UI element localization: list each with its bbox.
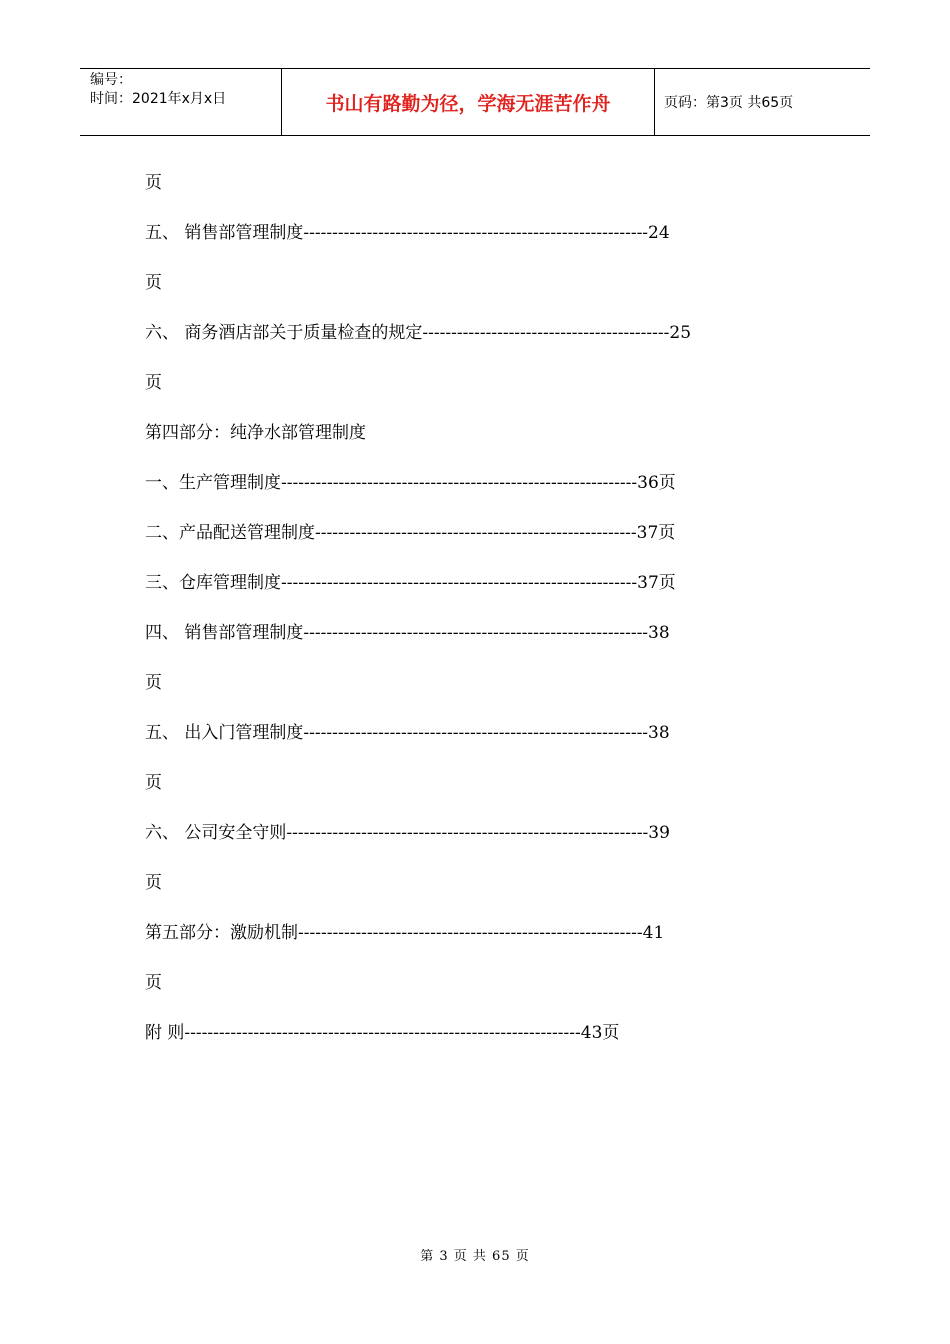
toc-line: 页 (145, 273, 162, 293)
header-table (80, 68, 870, 136)
toc-line: 页 (145, 173, 162, 193)
toc-line: 六、 商务酒店部关于质量检查的规定-------------------------------------------25 (145, 323, 692, 343)
toc-line: 四、 销售部管理制度------------------------------------------------------------38 (145, 623, 670, 643)
toc-line: 六、 公司安全守则---------------------------------------------------------------39 (145, 823, 670, 843)
toc-line: 页 (145, 373, 162, 393)
toc-line: 页 (145, 673, 162, 693)
toc-line: 三、仓库管理制度--------------------------------------------------------------37页 (145, 573, 676, 593)
toc-line: 一、生产管理制度--------------------------------------------------------------36页 (145, 473, 676, 493)
time-label: 时间：2021年x月x日 (90, 91, 227, 107)
toc-section-heading: 第四部分：纯净水部管理制度 (145, 423, 366, 443)
page-footer: 第 3 页 共 65 页 (420, 1249, 530, 1264)
header-page-cell (655, 69, 870, 135)
header-motto-cell (282, 69, 655, 135)
toc-line: 五、 出入门管理制度------------------------------------------------------------38 (145, 723, 670, 743)
toc-line: 页 (145, 973, 162, 993)
number-label: 编号： (90, 72, 132, 88)
toc-line: 页 (145, 773, 162, 793)
table-of-contents (145, 168, 810, 1068)
header-meta-cell (80, 69, 282, 135)
toc-line: 五、 销售部管理制度------------------------------------------------------------24 (145, 223, 670, 243)
toc-line: 第五部分：激励机制------------------------------------------------------------41 (145, 923, 665, 943)
toc-line: 页 (145, 873, 162, 893)
toc-line: 二、产品配送管理制度--------------------------------------------------------37页 (145, 523, 676, 543)
page-info: 页码：第3页 共65页 (664, 95, 794, 111)
toc-line: 附 则---------------------------------------------------------------------43页 (145, 1023, 620, 1043)
motto-text: 书山有路勤为径，学海无涯苦作舟 (325, 92, 611, 115)
